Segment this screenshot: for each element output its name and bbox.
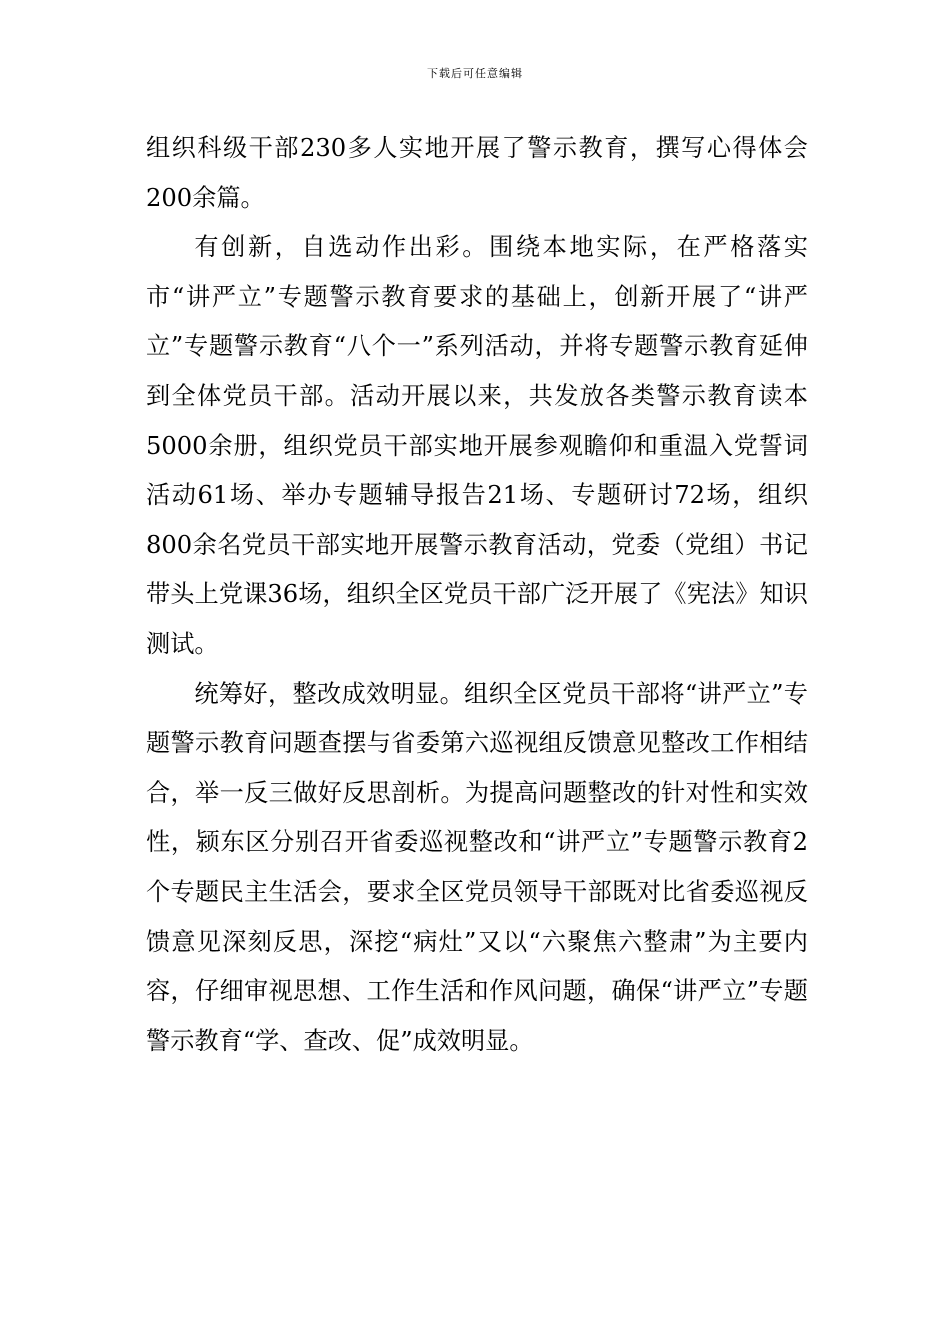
paragraph-2: 有创新，自选动作出彩。围绕本地实际，在严格落实市“讲严立”专题警示教育要求的基础上，创新开展了“讲严立”专题警示教育“八个一”系列活动，并将专题警示教育延伸到全体党员干部。活动开展以来，共发放各类警示教育读本5000余册，组织党员干部实地开展参观瞻仰和重温入党誓词活动61场、举办专题辅导报告21场、专题研讨72场，组织800余名党员干部实地开展警示教育活动，党委（党组）书记带头上党课36场，组织全区党员干部广泛开展了《宪法》知识测试。 — [146, 233, 808, 658]
page-header: 下载后可任意编辑 — [427, 67, 523, 80]
paragraph-1: 组织科级干部230多人实地开展了警示教育，撰写心得体会200余篇。 — [146, 134, 808, 212]
paragraph-3: 统筹好，整改成效明显。组织全区党员干部将“讲严立”专题警示教育问题查摆与省委第六巡视组反馈意见整改工作相结合，举一反三做好反思剖析。为提高问题整改的针对性和实效性，颍东区分别召开省委巡视整改和“讲严立”专题警示教育2个专题民主生活会，要求全区党员领导干部既对比省委巡视反馈意见深刻反思，深挖“病灶”又以“六聚焦六整肃”为主要内容，仔细审视思想、工作生活和作风问题，确保“讲严立”专题警示教育“学、查改、促”成效明显。 — [146, 679, 808, 1055]
document-body — [146, 124, 808, 1066]
